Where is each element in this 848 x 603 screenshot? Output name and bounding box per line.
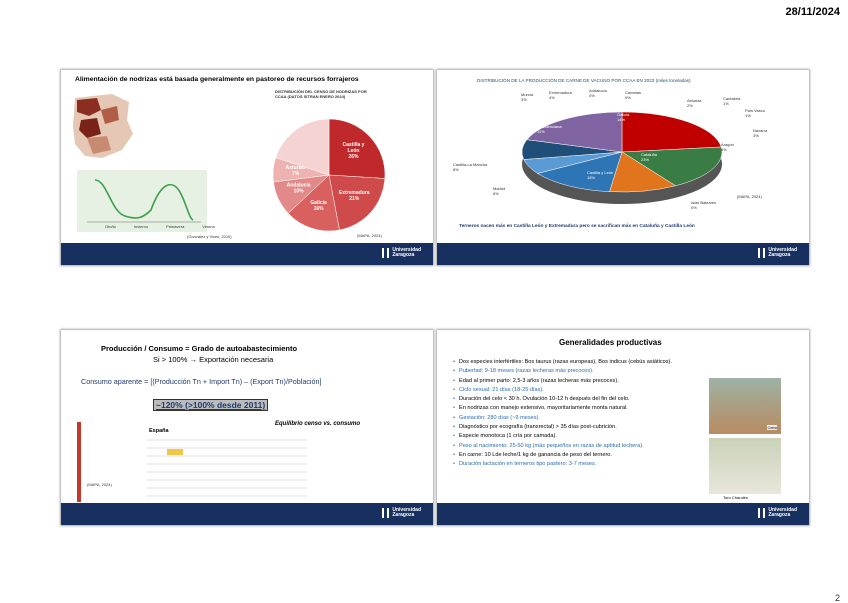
table-sub: España xyxy=(149,428,169,434)
pie1-label-0: León xyxy=(347,147,360,154)
spain-map xyxy=(67,90,137,165)
pie1-label-2: Galicia xyxy=(310,199,327,206)
export-line: Si > 100% → Exportación necesaria xyxy=(153,355,274,364)
slide-footer xyxy=(437,503,809,525)
slide-title: Producción / Consumo = Grado de autoabastecimiento xyxy=(101,344,298,353)
source: (MAPA, 2024) xyxy=(737,194,762,199)
pie1-label-1: Extremadura xyxy=(338,190,370,197)
university-logo: Universidad Zaragoza xyxy=(382,508,421,518)
pie-chart-nodrizas xyxy=(269,115,389,235)
pie1-label-0: Castilla y xyxy=(342,141,365,148)
l-cyl: Castilla y León 18% xyxy=(587,170,614,180)
pie1-label-1: 21% xyxy=(349,196,360,203)
bullet: • Dos especies interfértiles: Bos taurus (razas europeas), Bos indicus (cebús asiáticos). xyxy=(453,358,793,367)
slide-1[interactable] xyxy=(61,70,433,265)
pie1-label-4: Asturias xyxy=(285,164,306,171)
bullet: • Edad al primer parto: 2,5-3 años (razas lecheras más precoces). xyxy=(453,377,793,386)
source: (MAPA, 2024) xyxy=(87,482,112,487)
bullet: • En nodrizas con manejo extensivo, mayoritariamente monta natural. xyxy=(453,404,793,413)
slide-2[interactable] xyxy=(437,70,809,265)
data-table xyxy=(147,436,307,502)
page-number: 2 xyxy=(834,593,840,603)
bullet: • En carne: 10 Lde leche/1 kg de ganancia de peso del ternero. xyxy=(453,451,793,460)
university-logo: Universidad Zaragoza xyxy=(758,508,797,518)
pie1-label-0: 26% xyxy=(348,153,359,160)
formula: Consumo aparente = [(Producción Tn + Import Tn) – (Export Tn)/Población] xyxy=(81,377,322,386)
l-cval: C. Valenciana 11% xyxy=(537,124,562,134)
pie-title: DISTRIBUCIÓN DEL CENSO DE NODRIZAS POR CCAA (DATOS SITRAN ENERO 2024) xyxy=(275,89,367,99)
pie1-label-3: 10% xyxy=(293,188,304,195)
chart-title: DISTRIBUCIÓN DE LA PRODUCCIÓN DE CARNE DE VACUNO POR CCAA EN 2023 (miles toneladas) xyxy=(477,78,691,83)
curve-axis: Otoño Invierno Primavera Verano xyxy=(105,224,215,229)
l-madrid: Madrid 6% xyxy=(493,186,506,196)
l-galicia: Galicia 14% xyxy=(617,112,630,122)
l-andalucia: Andalucía 4% xyxy=(589,88,607,98)
bullet: • Gestación: 280 días (~9 meses). xyxy=(453,414,793,423)
slide-footer xyxy=(437,243,809,265)
slide-footer xyxy=(61,503,433,525)
side-image xyxy=(77,422,131,502)
slide-footer xyxy=(61,243,433,265)
table-title: Equilibrio censo vs. consumo xyxy=(275,421,361,427)
l-extremadura: Extremadura 4% xyxy=(549,90,572,100)
l-canarias: Canarias 0% xyxy=(625,90,642,100)
bullet: • Duración del celo < 30 h. Ovulación 10-12 h después del fin del celo. xyxy=(453,395,793,404)
bullet: • Especie monotoca (1 cría por camada). xyxy=(453,432,793,441)
photo-cebu: Cebú xyxy=(709,378,781,434)
bullet: • Pubertad: 9-18 meses (razas lecheras más precoces). xyxy=(453,367,793,376)
photo-charoles: Toro Charolés xyxy=(709,438,781,494)
pie1-label-4: 7% xyxy=(291,170,300,177)
l-navarra: Navarra 3% xyxy=(753,128,768,138)
bullet: • Diagnóstico por ecografía (transrectal) > 35 días post-cubrición. xyxy=(453,423,793,432)
l-aragon: Aragón 6% xyxy=(721,142,734,152)
university-logo: Universidad Zaragoza xyxy=(382,248,421,258)
l-clm: Castilla-La Mancha 8% xyxy=(453,162,488,172)
highlight-box: ~120% (>100% desde 2011) xyxy=(153,399,268,411)
forage-curve-chart xyxy=(77,170,207,232)
pie1-label-3: Andalucía xyxy=(286,182,311,189)
l-asturias: Asturias 2% xyxy=(687,98,702,108)
slide-title: Alimentación de nodrizas está basada generalmente en pastoreo de recursos forrajeros xyxy=(75,76,359,83)
bullet: • Ciclo sexual: 21 días (18-25 días). xyxy=(453,386,793,395)
page-date: 28/11/2024 xyxy=(785,6,840,18)
l-murcia: Murcia 3% xyxy=(521,92,534,102)
l-cantabria: Cantabria 1% xyxy=(723,96,741,106)
slide-title: Generalidades productivas xyxy=(559,338,662,347)
source-gonzalez: (González y Vives, 2010) xyxy=(187,234,232,239)
l-cataluna: Cataluña 23% xyxy=(641,152,658,162)
university-logo: Universidad Zaragoza xyxy=(758,248,797,258)
l-baleares: Islas Baleares 0% xyxy=(691,200,717,210)
bullet: • Duración lactación en terneros tipo pastero: 3-7 meses. xyxy=(453,460,793,469)
slide-4[interactable] xyxy=(437,330,809,525)
bullet: • Peso al nacimiento: 25-50 kg (más pequeños en razas de aptitud lechera). xyxy=(453,442,793,451)
source-mapa: (MAPA, 2024) xyxy=(357,233,382,238)
caption: Terneros nacen más en Castilla León y Extremadura pero se sacrifican más en Cataluña y Castilla León xyxy=(459,224,695,229)
slide-3[interactable] xyxy=(61,330,433,525)
l-paisvasco: País Vasco 1% xyxy=(745,108,765,118)
pie1-label-2: 16% xyxy=(313,205,324,212)
pie2-slice-0 xyxy=(622,112,721,152)
